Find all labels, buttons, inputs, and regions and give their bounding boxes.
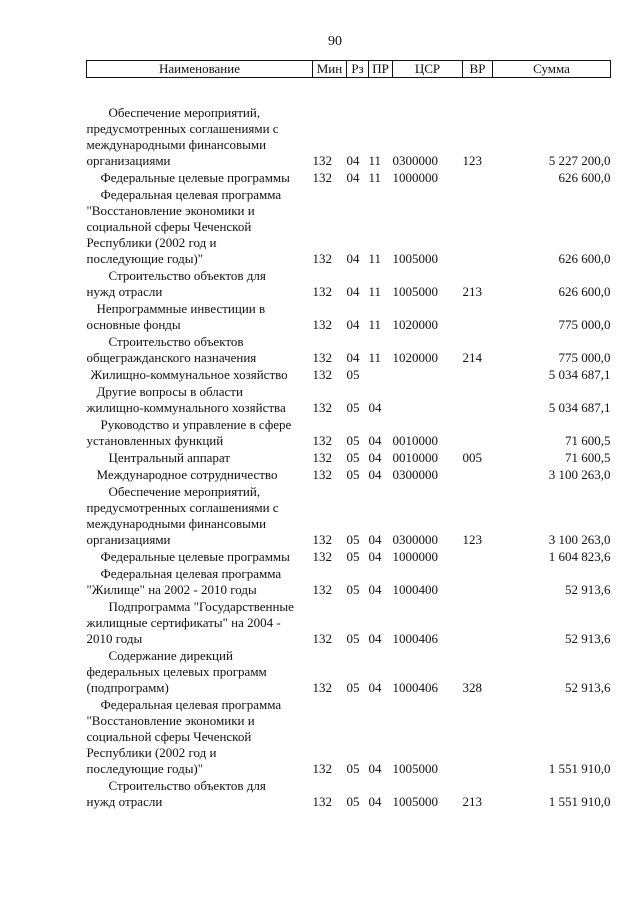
- row-name-cell: [87, 333, 313, 366]
- table-row: [87, 366, 611, 383]
- row-pr-cell: 04: [368, 532, 382, 547]
- row-name-cell: [87, 777, 313, 810]
- row-name-line: Жилищно-коммунальное хозяйство: [90, 367, 288, 382]
- row-sum-cell: 5 227 200,0: [548, 153, 611, 168]
- row-rz-cell: 05: [346, 400, 360, 415]
- row-rz-cell: 05: [346, 450, 360, 465]
- row-vr-cell: 214: [462, 350, 482, 365]
- row-pr-cell: 11: [368, 317, 382, 332]
- row-rz-cell: 04: [346, 251, 360, 266]
- row-csr-cell: 1005000: [392, 761, 438, 776]
- row-name-line: Другие вопросы в области: [96, 384, 243, 399]
- header-sum: Сумма: [493, 61, 611, 78]
- row-csr-cell: 0300000: [392, 532, 438, 547]
- row-name-line: основные фонды: [86, 317, 181, 332]
- row-name-cell: [87, 483, 313, 548]
- row-name-line: жилищные сертификаты" на 2004 -: [86, 615, 281, 630]
- row-csr-cell: 1005000: [392, 284, 438, 299]
- row-rz-cell: 05: [346, 433, 360, 448]
- row-name-cell: [87, 416, 313, 449]
- row-sum-cell: 71 600,5: [565, 450, 611, 465]
- row-name-line: Непрограммные инвестиции в: [96, 301, 266, 316]
- row-pr-cell: 04: [368, 631, 382, 646]
- row-vr-cell: [463, 300, 493, 333]
- row-csr-cell: 1000000: [392, 170, 438, 185]
- row-vr-cell: 213: [462, 284, 482, 299]
- row-name-cell: [87, 647, 313, 696]
- row-name-line: нужд отрасли: [86, 794, 163, 809]
- table-row: [87, 548, 611, 565]
- row-name-line: Федеральная целевая программа: [100, 697, 282, 712]
- row-min-cell: 132: [312, 400, 332, 415]
- row-name-cell: [87, 696, 313, 777]
- row-pr-cell: 04: [368, 549, 382, 564]
- row-sum-cell: 5 034 687,1: [548, 400, 611, 415]
- row-rz-cell: 05: [346, 549, 360, 564]
- row-name-line: Строительство объектов для: [108, 778, 266, 793]
- row-pr-cell: 11: [368, 153, 382, 168]
- row-csr-cell: 1000000: [392, 549, 438, 564]
- table-row: [87, 483, 611, 548]
- table-row: [87, 300, 611, 333]
- row-sum-cell: 1 604 823,6: [548, 549, 611, 564]
- row-rz-cell: 05: [346, 582, 360, 597]
- row-csr-cell: 0010000: [392, 450, 438, 465]
- header-vr: ВР: [463, 61, 493, 78]
- row-rz-cell: 04: [346, 317, 360, 332]
- row-name-line: социальной сферы Чеченской: [86, 729, 252, 744]
- row-csr-cell: 1020000: [392, 350, 438, 365]
- row-pr-cell: 11: [368, 284, 382, 299]
- table-row: [87, 267, 611, 300]
- row-vr-cell: [463, 383, 493, 416]
- table-row: [87, 449, 611, 466]
- row-min-cell: 132: [312, 433, 332, 448]
- row-pr-cell: 11: [368, 170, 382, 185]
- row-min-cell: 132: [312, 680, 332, 695]
- row-csr-cell: 0010000: [392, 433, 438, 448]
- table-spacer: [87, 78, 611, 105]
- row-sum-cell: 626 600,0: [558, 170, 611, 185]
- row-min-cell: 132: [312, 532, 332, 547]
- table-row: [87, 777, 611, 810]
- table-row: [87, 647, 611, 696]
- row-sum-cell: 71 600,5: [565, 433, 611, 448]
- row-name-line: Республики (2002 год и: [86, 745, 217, 760]
- table-row: [87, 104, 611, 169]
- row-csr-cell: [393, 366, 463, 383]
- row-name-line: Международное сотрудничество: [96, 467, 278, 482]
- row-pr-cell: 04: [368, 433, 382, 448]
- row-name-line: Строительство объектов для: [108, 268, 266, 283]
- row-min-cell: 132: [312, 450, 332, 465]
- row-min-cell: 132: [312, 317, 332, 332]
- row-csr-cell: 1005000: [392, 794, 438, 809]
- row-name-line: Строительство объектов: [108, 334, 244, 349]
- row-csr-cell: 1000406: [392, 631, 438, 646]
- row-name-cell: [87, 449, 313, 466]
- row-min-cell: 132: [312, 631, 332, 646]
- table-row: [87, 565, 611, 598]
- row-pr-cell: 04: [368, 761, 382, 776]
- row-vr-cell: 005: [462, 450, 482, 465]
- row-name-line: Центральный аппарат: [108, 450, 231, 465]
- row-rz-cell: 05: [346, 467, 360, 482]
- row-name-line: жилищно-коммунального хозяйства: [86, 400, 286, 415]
- row-pr-cell: 04: [368, 400, 382, 415]
- row-vr-cell: [463, 598, 493, 647]
- table-row: [87, 416, 611, 449]
- table-row: [87, 383, 611, 416]
- row-csr-cell: 0300000: [392, 467, 438, 482]
- row-vr-cell: [463, 186, 493, 267]
- row-name-line: федеральных целевых программ: [86, 664, 267, 679]
- row-rz-cell: 05: [346, 631, 360, 646]
- row-name-line: нужд отрасли: [86, 284, 163, 299]
- row-name-cell: [87, 598, 313, 647]
- row-name-line: Федеральные целевые программы: [100, 549, 290, 564]
- row-name-cell: [87, 267, 313, 300]
- row-name-line: Содержание дирекций: [108, 648, 233, 663]
- row-sum-cell: 1 551 910,0: [548, 794, 611, 809]
- row-min-cell: 132: [312, 794, 332, 809]
- row-name-line: организациями: [86, 153, 171, 168]
- row-name-line: установленных функций: [86, 433, 224, 448]
- row-sum-cell: 52 913,6: [565, 582, 611, 597]
- row-vr-cell: 213: [462, 794, 482, 809]
- row-min-cell: 132: [312, 170, 332, 185]
- header-rz: Рз: [347, 61, 369, 78]
- row-name-line: (подпрограмм): [86, 680, 169, 695]
- row-sum-cell: 52 913,6: [565, 680, 611, 695]
- row-name-line: Обеспечение мероприятий,: [108, 105, 261, 120]
- row-sum-cell: 5 034 687,1: [548, 367, 611, 382]
- row-name-line: Республики (2002 год и: [86, 235, 217, 250]
- row-vr-cell: [463, 696, 493, 777]
- row-rz-cell: 04: [346, 284, 360, 299]
- row-rz-cell: 05: [346, 367, 360, 382]
- row-name-line: Федеральная целевая программа: [100, 566, 282, 581]
- page-number: 90: [328, 34, 342, 49]
- row-csr-cell: 1000400: [392, 582, 438, 597]
- row-name-line: Федеральные целевые программы: [100, 170, 290, 185]
- row-sum-cell: 3 100 263,0: [548, 532, 611, 547]
- row-name-line: Руководство и управление в сфере: [100, 417, 292, 432]
- row-name-line: 2010 годы: [86, 631, 143, 646]
- row-name-cell: [87, 383, 313, 416]
- row-pr-cell: 04: [368, 582, 382, 597]
- budget-table: [86, 60, 611, 810]
- table-row: [87, 466, 611, 483]
- row-pr-cell: 04: [368, 450, 382, 465]
- row-rz-cell: 05: [346, 794, 360, 809]
- table-row: [87, 186, 611, 267]
- row-name-line: Подпрограмма "Государственные: [108, 599, 294, 614]
- row-name-line: социальной сферы Чеченской: [86, 219, 252, 234]
- row-name-cell: [87, 366, 313, 383]
- row-vr-cell: [463, 416, 493, 449]
- row-name-line: предусмотренных соглашениями с: [86, 121, 279, 136]
- row-pr-cell: [369, 366, 393, 383]
- table-row: [87, 598, 611, 647]
- row-min-cell: 132: [312, 367, 332, 382]
- row-vr-cell: [463, 548, 493, 565]
- row-csr-cell: 1020000: [392, 317, 438, 332]
- row-vr-cell: 123: [462, 153, 482, 168]
- row-name-line: "Восстановление экономики и: [86, 203, 255, 218]
- row-vr-cell: [463, 169, 493, 186]
- row-rz-cell: 05: [346, 532, 360, 547]
- row-name-line: международными финансовыми: [86, 516, 267, 531]
- row-sum-cell: 775 000,0: [558, 317, 611, 332]
- row-pr-cell: 04: [368, 680, 382, 695]
- row-min-cell: 132: [312, 284, 332, 299]
- row-name-cell: [87, 300, 313, 333]
- row-pr-cell: 04: [368, 467, 382, 482]
- row-vr-cell: [463, 366, 493, 383]
- row-name-cell: [87, 186, 313, 267]
- row-name-cell: [87, 548, 313, 565]
- row-name-line: международными финансовыми: [86, 137, 267, 152]
- row-min-cell: 132: [312, 761, 332, 776]
- row-rz-cell: 04: [346, 153, 360, 168]
- row-name-line: последующие годы)": [86, 251, 204, 266]
- row-vr-cell: 123: [462, 532, 482, 547]
- table-body: [87, 78, 611, 811]
- row-pr-cell: 11: [368, 251, 382, 266]
- row-csr-cell: 1005000: [392, 251, 438, 266]
- row-rz-cell: 04: [346, 170, 360, 185]
- table-header-row: [87, 61, 611, 78]
- row-vr-cell: [463, 466, 493, 483]
- row-name-line: "Жилище" на 2002 - 2010 годы: [86, 582, 257, 597]
- table-row: [87, 333, 611, 366]
- table-row: [87, 169, 611, 186]
- row-sum-cell: 775 000,0: [558, 350, 611, 365]
- row-rz-cell: 04: [346, 350, 360, 365]
- row-name-cell: [87, 169, 313, 186]
- row-vr-cell: 328: [462, 680, 482, 695]
- header-csr: ЦСР: [393, 61, 463, 78]
- row-name-cell: [87, 104, 313, 169]
- row-name-line: предусмотренных соглашениями с: [86, 500, 279, 515]
- row-sum-cell: 3 100 263,0: [548, 467, 611, 482]
- header-pr: ПР: [369, 61, 393, 78]
- row-csr-cell: 1000406: [392, 680, 438, 695]
- row-name-cell: [87, 565, 313, 598]
- header-min: Мин: [313, 61, 347, 78]
- row-min-cell: 132: [312, 467, 332, 482]
- row-sum-cell: 626 600,0: [558, 284, 611, 299]
- row-min-cell: 132: [312, 549, 332, 564]
- row-rz-cell: 05: [346, 680, 360, 695]
- row-min-cell: 132: [312, 582, 332, 597]
- row-sum-cell: 52 913,6: [565, 631, 611, 646]
- row-name-line: "Восстановление экономики и: [86, 713, 255, 728]
- row-csr-cell: 0300000: [392, 153, 438, 168]
- row-name-cell: [87, 466, 313, 483]
- row-name-line: Обеспечение мероприятий,: [108, 484, 261, 499]
- row-csr-cell: [393, 383, 463, 416]
- row-min-cell: 132: [312, 350, 332, 365]
- row-name-line: Федеральная целевая программа: [100, 187, 282, 202]
- row-sum-cell: 626 600,0: [558, 251, 611, 266]
- row-pr-cell: 11: [368, 350, 382, 365]
- row-sum-cell: 1 551 910,0: [548, 761, 611, 776]
- row-rz-cell: 05: [346, 761, 360, 776]
- row-vr-cell: [463, 565, 493, 598]
- header-name: Наименование: [87, 61, 313, 78]
- row-min-cell: 132: [312, 153, 332, 168]
- row-name-line: организациями: [86, 532, 171, 547]
- row-name-line: последующие годы)": [86, 761, 204, 776]
- row-name-line: общегражданского назначения: [86, 350, 257, 365]
- row-min-cell: 132: [312, 251, 332, 266]
- row-pr-cell: 04: [368, 794, 382, 809]
- table-row: [87, 696, 611, 777]
